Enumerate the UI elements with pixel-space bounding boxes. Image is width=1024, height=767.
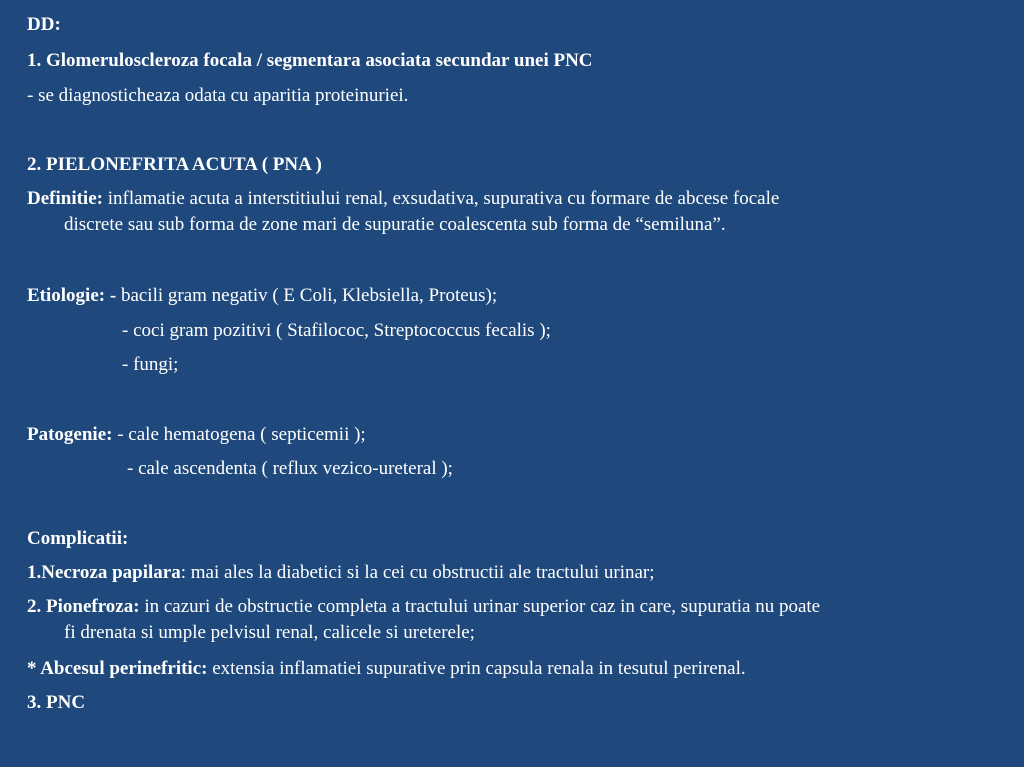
complicatie-2-line-1 (27, 595, 820, 619)
dd-heading: DD: (27, 14, 61, 35)
etiologie-line-1 (27, 284, 497, 308)
complicatie-2-label: 2. Pionefroza: (27, 596, 140, 617)
etiologie-item-1: bacili gram negativ ( E Coli, Klebsiella, Proteus); (116, 285, 498, 306)
etiologie-item-3: - fungi; (122, 354, 179, 375)
definitie-line-1 (27, 187, 779, 211)
complicatie-2-text-2: fi drenata si umple pelvisul renal, calicele si ureterele; (64, 622, 475, 643)
definitie-text-1: inflamatie acuta a interstitiului renal, exsudativa, supurativa cu formare de abcese focale (102, 188, 780, 209)
patogenie-line-1 (27, 423, 366, 447)
complicatie-2-text-1: in cazuri de obstructie completa a tractului urinar superior caz in care, supuratia nu poate (139, 596, 821, 617)
complicatii-heading: Complicatii: (27, 528, 129, 549)
dd-item-1: 1. Glomeruloscleroza focala / segmentara asociata secundar unei PNC (27, 50, 593, 71)
patogenie-item-1: - cale hematogena ( septicemii ); (112, 424, 366, 445)
pna-heading: 2. PIELONEFRITA ACUTA ( PNA ) (27, 154, 322, 175)
patogenie-item-2: - cale ascendenta ( reflux vezico-ureteral ); (127, 458, 453, 479)
pnc-heading: 3. PNC (27, 692, 86, 713)
complicatie-3-text: extensia inflamatiei supurative prin capsula renala in tesutul perirenal. (207, 658, 746, 679)
etiologie-label: Etiologie: - (27, 285, 117, 306)
definitie-text-2: discrete sau sub forma de zone mari de supuratie coalescenta sub forma de “semiluna”. (64, 214, 726, 235)
definitie-label: Definitie: (27, 188, 103, 209)
patogenie-label: Patogenie: (27, 424, 113, 445)
complicatie-1-label: 1.Necroza papilara (27, 562, 181, 583)
complicatie-1 (27, 561, 655, 585)
etiologie-item-2: - coci gram pozitivi ( Stafilococ, Streptococcus fecalis ); (122, 320, 551, 341)
complicatie-3-label: * Abcesul perinefritic: (27, 658, 208, 679)
complicatie-1-text: : mai ales la diabetici si la cei cu obstructii ale tractului urinar; (180, 562, 655, 583)
complicatie-3 (27, 657, 746, 681)
dd-item-1-note: - se diagnosticheaza odata cu aparitia proteinuriei. (27, 85, 409, 106)
